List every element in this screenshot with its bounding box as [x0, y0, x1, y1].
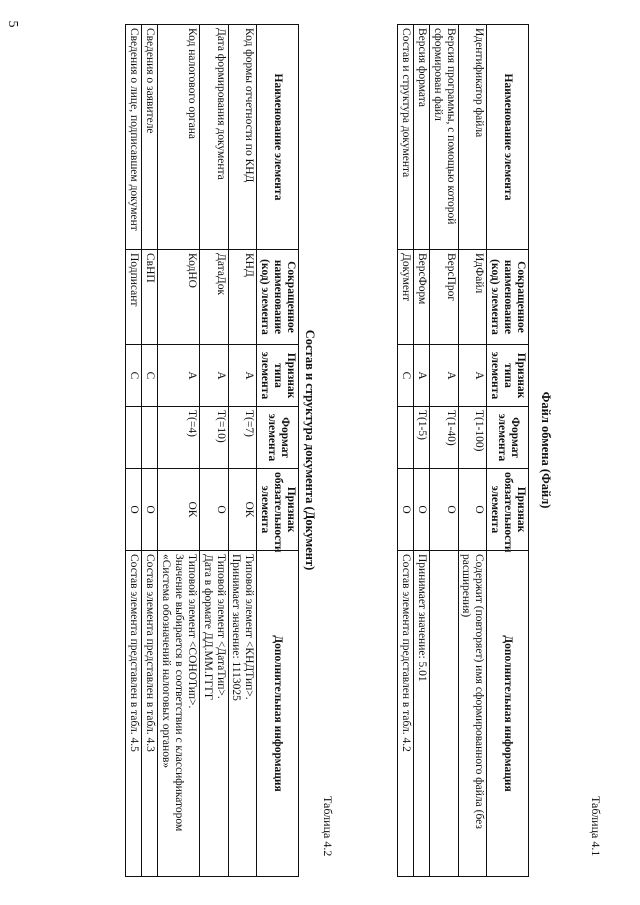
cell-type: А: [429, 345, 458, 407]
cell-format: [398, 407, 414, 469]
table-4-1-title: Файл обмена (Файл): [539, 391, 553, 509]
header-format: Формат элемента: [487, 407, 529, 469]
cell-info: Типовой элемент <СОНОТип>. Значение выбирается в соответствии с классификатором «Система обозначений налоговых органов»: [158, 551, 200, 877]
cell-info: Состав элемента представлен в табл. 4.3: [142, 551, 158, 877]
table-row: [142, 25, 158, 877]
cell-info: Содержит (повторяет) имя сформированного файла (без расширения): [458, 551, 487, 877]
cell-type: А: [458, 345, 487, 407]
table-row: [199, 25, 228, 877]
header-code: Сокращенное наименование (код) элемента: [257, 250, 299, 345]
header-code: Сокращенное наименование (код) элемента: [487, 250, 529, 345]
cell-format: T(1-40): [429, 407, 458, 469]
cell-code: ДатаДок: [199, 250, 228, 345]
cell-info: Принимает значение: 5.01: [414, 551, 430, 877]
header-name: Наименование элемента: [257, 25, 299, 250]
header-type: Признак типа элемента: [487, 345, 529, 407]
cell-name: Дата формирования документа: [199, 25, 228, 250]
table-row: [398, 25, 414, 877]
cell-format: T(=7): [228, 407, 257, 469]
cell-type: А: [228, 345, 257, 407]
cell-name: Версия формата: [414, 25, 430, 250]
cell-format: T(1-5): [414, 407, 430, 469]
cell-required: О: [458, 469, 487, 551]
cell-name: Код налогового органа: [158, 25, 200, 250]
cell-type: А: [414, 345, 430, 407]
table-row: [126, 25, 142, 877]
cell-code: Подписант: [126, 250, 142, 345]
cell-code: СвНП: [142, 250, 158, 345]
cell-required: О: [142, 469, 158, 551]
cell-format: [142, 407, 158, 469]
header-info: Дополнительная информация: [487, 551, 529, 877]
cell-type: С: [126, 345, 142, 407]
page-number: 5: [5, 20, 20, 28]
cell-code: ВерсФорм: [414, 250, 430, 345]
table-4-2: [126, 24, 300, 877]
table-4-1: [397, 24, 529, 877]
cell-info: Типовой элемент <КНДТип>. Принимает значение: 1113025: [228, 551, 257, 877]
table-row: [429, 25, 458, 877]
cell-type: С: [398, 345, 414, 407]
cell-info: [429, 551, 458, 877]
cell-format: T(=10): [199, 407, 228, 469]
rotated-page-content: [45, 12, 605, 892]
table-4-2-title: Состав и структура документа (Документ): [303, 329, 317, 571]
table-row: [158, 25, 200, 877]
cell-required: ОК: [158, 469, 200, 551]
cell-required: О: [126, 469, 142, 551]
cell-name: Состав и структура документа: [398, 25, 414, 250]
cell-name: Сведения о заявителе: [142, 25, 158, 250]
cell-name: Сведения о лице, подписавшем документ: [126, 25, 142, 250]
table-row: [414, 25, 430, 877]
cell-required: О: [398, 469, 414, 551]
header-required: Признак обязательности элемента: [487, 469, 529, 551]
table-4-1-caption: Таблица 4.1: [589, 796, 603, 857]
cell-type: С: [142, 345, 158, 407]
table-4-2-header-row: [257, 25, 299, 877]
cell-format: T(=4): [158, 407, 200, 469]
table-4-1-header-row: [487, 25, 529, 877]
header-info: Дополнительная информация: [257, 551, 299, 877]
header-type: Признак типа элемента: [257, 345, 299, 407]
cell-type: А: [199, 345, 228, 407]
cell-code: КНД: [228, 250, 257, 345]
table-row: [228, 25, 257, 877]
cell-code: ИдФайл: [458, 250, 487, 345]
table-4-2-caption: Таблица 4.2: [321, 796, 335, 857]
header-required: Признак обязательности элемента: [257, 469, 299, 551]
header-name: Наименование элемента: [487, 25, 529, 250]
cell-format: T(1-100): [458, 407, 487, 469]
cell-code: Документ: [398, 250, 414, 345]
cell-info: Состав элемента представлен в табл. 4.2: [398, 551, 414, 877]
cell-code: ВерсПрог: [429, 250, 458, 345]
cell-required: О: [414, 469, 430, 551]
cell-name: Версия программы, с помощью которой сформирован файл: [429, 25, 458, 250]
header-format: Формат элемента: [257, 407, 299, 469]
cell-name: Код формы отчетности по КНД: [228, 25, 257, 250]
table-row: [458, 25, 487, 877]
cell-format: [126, 407, 142, 469]
cell-name: Идентификатор файла: [458, 25, 487, 250]
cell-code: КодНО: [158, 250, 200, 345]
cell-type: А: [158, 345, 200, 407]
cell-required: О: [429, 469, 458, 551]
cell-required: О: [199, 469, 228, 551]
cell-info: Состав элемента представлен в табл. 4.5: [126, 551, 142, 877]
cell-info: Типовой элемент <ДатаТип>. Дата в формате ДД.ММ.ГГГГ: [199, 551, 228, 877]
cell-required: ОК: [228, 469, 257, 551]
